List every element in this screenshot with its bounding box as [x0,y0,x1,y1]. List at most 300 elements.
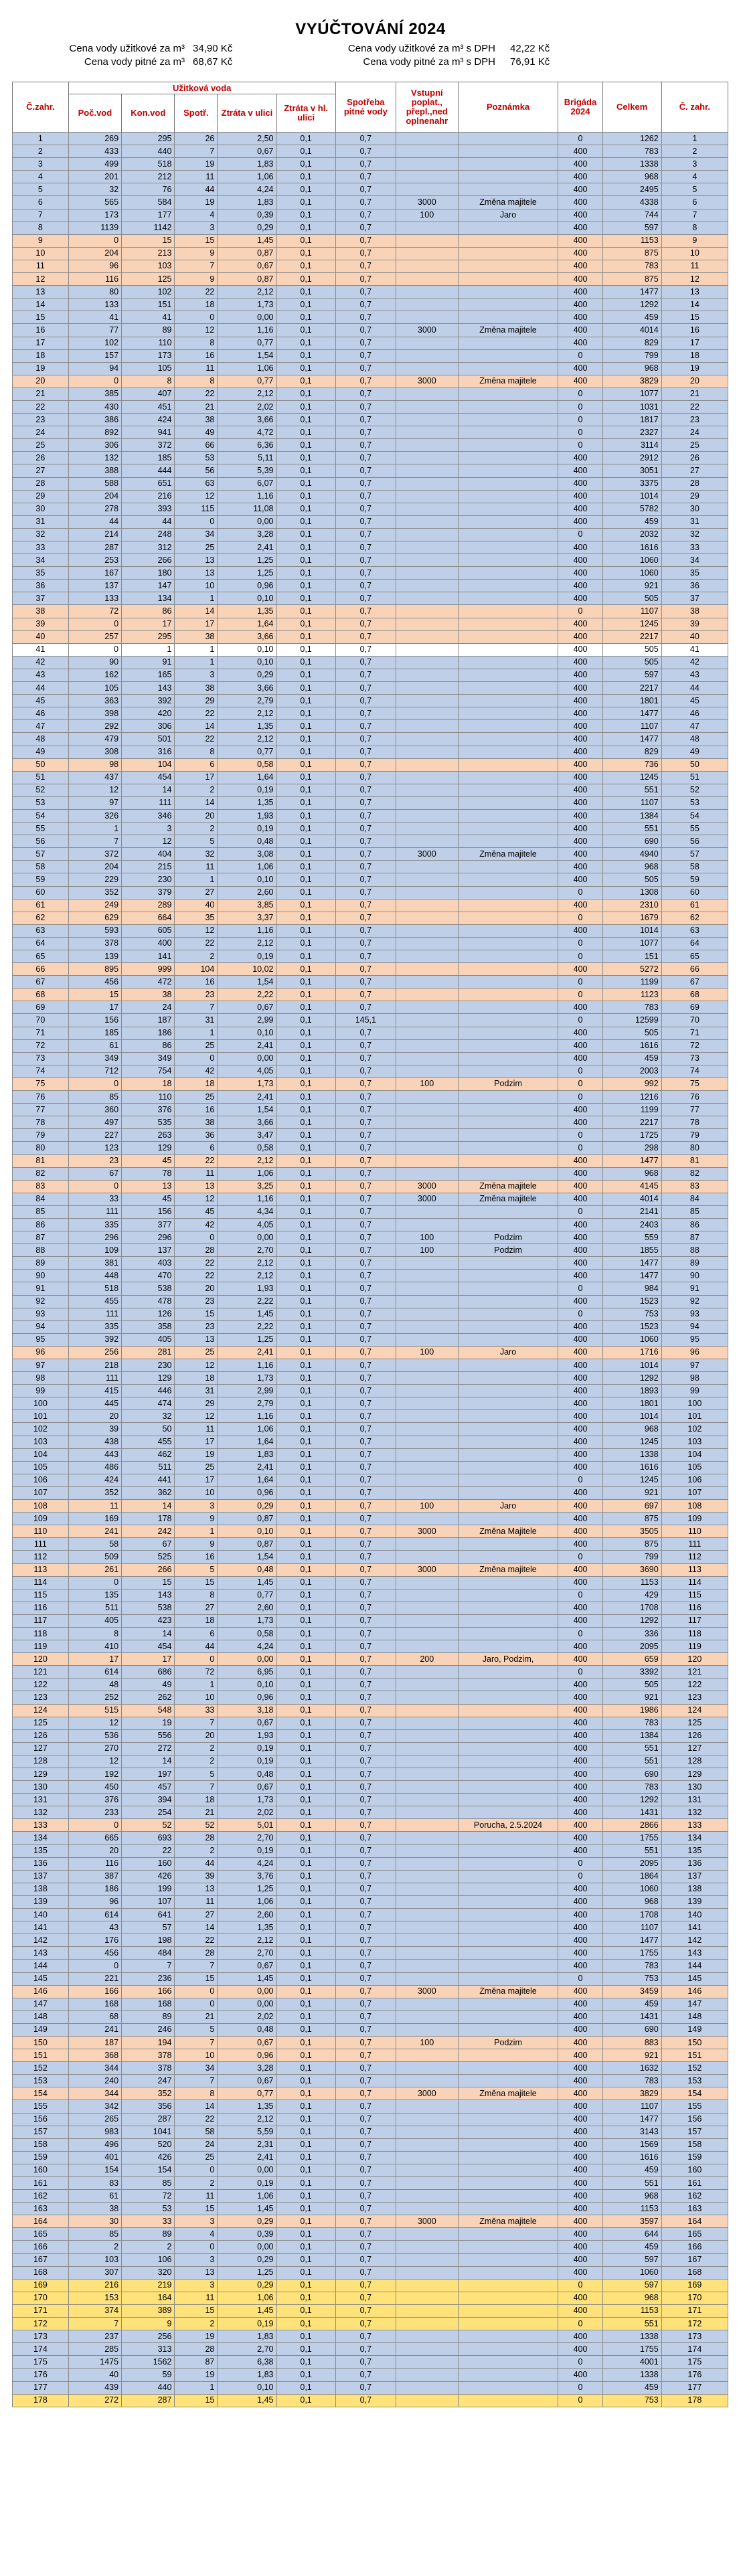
table-row [13,1193,728,1205]
cell-celkem: 1864 [602,1870,661,1883]
cell-brigada: 400 [558,1231,602,1244]
cell-ztrata-hl: 0,1 [276,1461,335,1474]
table-row [13,1602,728,1614]
cell-zahr2: 178 [661,2394,728,2407]
cell-brigada: 400 [558,1729,602,1742]
cell-kon: 194 [122,2036,175,2049]
cell-pitna: 0,7 [335,1947,396,1960]
cell-spotr: 42 [175,1218,218,1231]
cell-zahr2: 40 [661,630,728,643]
cell-poc: 456 [68,976,121,989]
cell-zahr2: 55 [661,823,728,835]
cell-zahr2: 33 [661,541,728,554]
cell-celkem: 1262 [602,133,661,145]
cell-ztrata-hl: 0,1 [276,1666,335,1679]
cell-brigada: 400 [558,1218,602,1231]
cell-zahr: 65 [13,950,69,963]
cell-zahr2: 133 [661,1819,728,1832]
cell-spotr: 20 [175,809,218,822]
cell-brigada: 400 [558,1806,602,1819]
cell-celkem: 659 [602,1653,661,1666]
cell-poc: 593 [68,924,121,937]
cell-zahr2: 159 [661,2151,728,2164]
table-row [13,733,728,746]
cell-pitna: 0,7 [335,886,396,899]
cell-kon: 272 [122,1742,175,1755]
cell-kon: 686 [122,1666,175,1679]
cell-ztrata-ulici: 0,67 [218,1781,276,1794]
cell-vstupni [396,796,459,809]
table-row [13,2075,728,2087]
cell-vstupni [396,1513,459,1525]
col-header-pitna: Spotřeba pitné vody [335,82,396,133]
cell-kon: 1041 [122,2126,175,2138]
cell-brigada: 0 [558,1589,602,1602]
cell-zahr: 7 [13,209,69,222]
cell-brigada: 400 [558,2177,602,2190]
cell-pitna: 0,7 [335,452,396,464]
cell-brigada: 400 [558,2036,602,2049]
cell-kon: 14 [122,1627,175,1640]
cell-celkem: 875 [602,1538,661,1551]
cell-kon: 352 [122,2087,175,2100]
cell-zahr: 47 [13,720,69,733]
cell-celkem: 1060 [602,554,661,567]
cell-pitna: 0,7 [335,1078,396,1090]
cell-ztrata-hl: 0,1 [276,924,335,937]
table-row [13,541,728,554]
cell-ztrata-hl: 0,1 [276,605,335,618]
cell-poznamka [458,439,558,452]
cell-spotr: 19 [175,2330,218,2343]
cell-pitna: 0,7 [335,1679,396,1691]
cell-ztrata-ulici: 1,16 [218,1359,276,1372]
cell-ztrata-ulici: 3,66 [218,682,276,695]
cell-poc: 23 [68,1154,121,1167]
cell-ztrata-hl: 0,1 [276,1078,335,1090]
cell-ztrata-hl: 0,1 [276,2100,335,2113]
cell-vstupni [396,183,459,196]
cell-poznamka [458,2356,558,2369]
cell-poznamka [458,707,558,720]
cell-poc: 372 [68,848,121,861]
cell-zahr2: 152 [661,2062,728,2075]
cell-ztrata-ulici: 1,06 [218,1895,276,1908]
cell-pitna: 0,7 [335,707,396,720]
cell-ztrata-ulici: 1,54 [218,349,276,362]
cell-ztrata-hl: 0,1 [276,234,335,247]
cell-zahr2: 163 [661,2203,728,2215]
cell-poc: 111 [68,1205,121,1218]
cell-poc: 349 [68,1052,121,1065]
cell-ztrata-hl: 0,1 [276,1563,335,1576]
cell-pitna: 0,7 [335,899,396,912]
cell-poc: 536 [68,1729,121,1742]
cell-spotr: 8 [175,375,218,388]
cell-celkem: 1292 [602,1372,661,1385]
cell-spotr: 44 [175,183,218,196]
cell-poznamka [458,950,558,963]
cell-kon: 197 [122,1768,175,1781]
cell-vstupni [396,1282,459,1295]
cell-celkem: 1616 [602,1461,661,1474]
cell-ztrata-hl: 0,1 [276,452,335,464]
cell-spotr: 10 [175,1691,218,1704]
cell-zahr: 14 [13,298,69,311]
cell-vstupni [396,1091,459,1104]
cell-ztrata-hl: 0,1 [276,375,335,388]
cell-zahr2: 70 [661,1014,728,1027]
cell-vstupni [396,1576,459,1589]
cell-pitna: 0,7 [335,1154,396,1167]
cell-pitna: 0,7 [335,414,396,426]
cell-pitna: 0,7 [335,1883,396,1895]
cell-ztrata-ulici: 2,12 [218,733,276,746]
cell-brigada: 400 [558,1486,602,1499]
cell-poznamka [458,1755,558,1768]
cell-poc: 185 [68,1027,121,1039]
cell-kon: 72 [122,2190,175,2203]
cell-celkem: 2217 [602,1116,661,1129]
cell-kon: 651 [122,477,175,490]
cell-ztrata-ulici: 0,10 [218,656,276,669]
cell-celkem: 1616 [602,541,661,554]
cell-poznamka: Změna majitele [458,1193,558,1205]
cell-pitna: 0,7 [335,989,396,1001]
cell-pitna: 0,7 [335,337,396,349]
cell-celkem: 783 [602,1960,661,1972]
cell-spotr: 44 [175,1640,218,1653]
cell-pitna: 0,7 [335,247,396,260]
cell-zahr: 25 [13,439,69,452]
table-row [13,1244,728,1257]
cell-zahr: 69 [13,1001,69,1014]
col-header-poc: Poč.vod [68,94,121,133]
table-row [13,1985,728,1998]
cell-vstupni [396,1947,459,1960]
cell-ztrata-hl: 0,1 [276,1436,335,1448]
cell-pitna: 0,7 [335,2036,396,2049]
cell-kon: 403 [122,1257,175,1270]
cell-ztrata-ulici: 1,35 [218,1921,276,1934]
cell-zahr: 8 [13,222,69,234]
cell-poznamka [458,861,558,873]
cell-zahr2: 62 [661,912,728,924]
cell-zahr2: 125 [661,1717,728,1729]
cell-ztrata-ulici: 0,00 [218,2241,276,2253]
cell-vstupni [396,1410,459,1423]
cell-vstupni [396,771,459,784]
cell-poc: 214 [68,528,121,541]
cell-celkem: 2095 [602,1640,661,1653]
cell-celkem: 1801 [602,695,661,707]
cell-zahr: 29 [13,490,69,503]
cell-celkem: 505 [602,873,661,886]
cell-brigada: 400 [558,1525,602,1538]
table-row [13,2062,728,2075]
col-header-zahr: Č.zahr. [13,82,69,133]
cell-zahr2: 6 [661,196,728,209]
cell-kon: 76 [122,183,175,196]
cell-poznamka [458,682,558,695]
cell-celkem: 1725 [602,1129,661,1142]
cell-kon: 230 [122,873,175,886]
cell-celkem: 1060 [602,567,661,580]
cell-zahr2: 169 [661,2279,728,2292]
cell-kon: 22 [122,1844,175,1857]
cell-poznamka [458,2151,558,2164]
cell-poc: 98 [68,758,121,771]
cell-zahr2: 102 [661,1423,728,1436]
cell-pitna: 0,7 [335,2023,396,2036]
cell-ztrata-hl: 0,1 [276,707,335,720]
cell-pitna: 0,7 [335,1729,396,1742]
table-row [13,2190,728,2203]
cell-celkem: 1755 [602,1832,661,1844]
cell-ztrata-hl: 0,1 [276,247,335,260]
cell-celkem: 3690 [602,1563,661,1576]
cell-celkem: 3505 [602,1525,661,1538]
cell-celkem: 968 [602,362,661,375]
cell-kon: 50 [122,1423,175,1436]
cell-vstupni [396,2356,459,2369]
cell-zahr: 16 [13,324,69,337]
cell-zahr2: 148 [661,2010,728,2023]
cell-ztrata-hl: 0,1 [276,1627,335,1640]
cell-poznamka [458,1474,558,1486]
cell-zahr2: 50 [661,758,728,771]
cell-spotr: 8 [175,337,218,349]
cell-pitna: 0,7 [335,2049,396,2062]
table-row [13,1500,728,1513]
cell-kon: 78 [122,1167,175,1180]
cell-pitna: 0,7 [335,311,396,324]
cell-pitna: 0,7 [335,1308,396,1320]
cell-celkem: 875 [602,273,661,286]
cell-zahr2: 130 [661,1781,728,1794]
cell-celkem: 5782 [602,503,661,515]
cell-zahr: 10 [13,247,69,260]
cell-zahr: 104 [13,1448,69,1461]
cell-zahr: 30 [13,503,69,515]
cell-poznamka [458,1205,558,1218]
cell-ztrata-ulici: 1,73 [218,1794,276,1806]
cell-spotr: 38 [175,1116,218,1129]
cell-zahr2: 20 [661,375,728,388]
cell-ztrata-hl: 0,1 [276,1014,335,1027]
cell-zahr: 13 [13,286,69,298]
cell-kon: 3 [122,823,175,835]
cell-celkem: 1245 [602,618,661,630]
cell-ztrata-ulici: 0,48 [218,835,276,848]
cell-celkem: 1616 [602,1039,661,1052]
cell-poznamka [458,2113,558,2126]
cell-pitna: 0,7 [335,273,396,286]
cell-celkem: 298 [602,1142,661,1154]
cell-vstupni [396,260,459,272]
cell-zahr: 89 [13,1257,69,1270]
cell-celkem: 459 [602,2381,661,2394]
cell-zahr: 119 [13,1640,69,1653]
cell-poznamka [458,580,558,592]
cell-zahr: 68 [13,989,69,1001]
cell-poc: 368 [68,2049,121,2062]
cell-ztrata-hl: 0,1 [276,886,335,899]
cell-ztrata-ulici: 2,70 [218,1832,276,1844]
cell-celkem: 1060 [602,1883,661,1895]
cell-zahr2: 14 [661,298,728,311]
cell-brigada: 400 [558,1461,602,1474]
cell-celkem: 3597 [602,2215,661,2228]
cell-pitna: 0,7 [335,1397,396,1410]
cell-zahr: 37 [13,592,69,605]
cell-ztrata-ulici: 3,08 [218,848,276,861]
cell-celkem: 1569 [602,2138,661,2151]
cell-poc: 352 [68,1486,121,1499]
cell-spotr: 0 [175,2164,218,2176]
cell-poznamka [458,2177,558,2190]
cell-pitna: 0,7 [335,1794,396,1806]
cell-zahr: 96 [13,1346,69,1359]
cell-ztrata-ulici: 1,64 [218,618,276,630]
cell-spotr: 27 [175,1909,218,1921]
cell-zahr2: 139 [661,1895,728,1908]
cell-kon: 426 [122,2151,175,2164]
cell-poc: 204 [68,861,121,873]
cell-poznamka [458,1947,558,1960]
cell-ztrata-hl: 0,1 [276,1500,335,1513]
cell-poc: 269 [68,133,121,145]
cell-poc: 30 [68,2215,121,2228]
cell-celkem: 1338 [602,2369,661,2381]
cell-kon: 104 [122,758,175,771]
cell-zahr: 145 [13,1972,69,1985]
cell-ztrata-ulici: 1,45 [218,234,276,247]
cell-kon: 236 [122,1972,175,1985]
cell-zahr2: 171 [661,2304,728,2317]
cell-ztrata-hl: 0,1 [276,1691,335,1704]
cell-celkem: 1245 [602,771,661,784]
cell-vstupni [396,234,459,247]
cell-ztrata-hl: 0,1 [276,414,335,426]
cell-pitna: 0,7 [335,1653,396,1666]
cell-zahr: 174 [13,2343,69,2356]
cell-zahr2: 12 [661,273,728,286]
cell-ztrata-ulici: 0,29 [218,222,276,234]
cell-poznamka [458,2010,558,2023]
cell-brigada: 400 [558,1819,602,1832]
cell-poc: 306 [68,439,121,452]
cell-ztrata-ulici: 1,83 [218,158,276,171]
cell-poc: 385 [68,388,121,400]
cell-spotr: 12 [175,490,218,503]
cell-ztrata-ulici: 1,73 [218,1614,276,1627]
cell-poc: 123 [68,1142,121,1154]
cell-vstupni [396,1333,459,1346]
cell-brigada: 400 [558,541,602,554]
table-row [13,1755,728,1768]
table-row [13,1768,728,1781]
cell-ztrata-ulici: 2,79 [218,695,276,707]
cell-ztrata-ulici: 1,64 [218,1474,276,1486]
cell-poznamka [458,2126,558,2138]
cell-celkem: 799 [602,349,661,362]
cell-poc: 20 [68,1410,121,1423]
cell-pitna: 0,7 [335,2330,396,2343]
cell-celkem: 1077 [602,937,661,950]
cell-poznamka [458,2343,558,2356]
cell-zahr: 34 [13,554,69,567]
cell-ztrata-ulici: 0,67 [218,1717,276,1729]
cell-brigada: 400 [558,1781,602,1794]
cell-ztrata-ulici: 0,67 [218,145,276,158]
cell-ztrata-ulici: 1,45 [218,1576,276,1589]
cell-kon: 394 [122,1794,175,1806]
cell-brigada: 0 [558,937,602,950]
cell-poc: 438 [68,1436,121,1448]
cell-vstupni [396,311,459,324]
cell-vstupni [396,1755,459,1768]
cell-poc: 33 [68,1193,121,1205]
cell-ztrata-ulici: 0,00 [218,2164,276,2176]
cell-ztrata-ulici: 0,10 [218,2381,276,2394]
cell-poznamka [458,1691,558,1704]
cell-ztrata-ulici: 1,93 [218,1282,276,1295]
cell-vstupni [396,2241,459,2253]
cell-zahr: 57 [13,848,69,861]
cell-pitna: 0,7 [335,1602,396,1614]
cell-kon: 45 [122,1154,175,1167]
cell-kon: 15 [122,234,175,247]
cell-ztrata-hl: 0,1 [276,1742,335,1755]
cell-celkem: 1477 [602,707,661,720]
cell-poc: 344 [68,2087,121,2100]
cell-kon: 49 [122,1679,175,1691]
cell-vstupni: 3000 [396,1180,459,1193]
cell-poznamka [458,337,558,349]
cell-poznamka [458,630,558,643]
cell-kon: 451 [122,400,175,413]
cell-zahr: 9 [13,234,69,247]
cell-kon: 556 [122,1729,175,1742]
cell-zahr: 146 [13,1985,69,1998]
cell-poc: 97 [68,796,121,809]
cell-ztrata-ulici: 2,12 [218,1154,276,1167]
cell-pitna: 0,7 [335,682,396,695]
cell-vstupni [396,2292,459,2304]
cell-ztrata-hl: 0,1 [276,1704,335,1717]
cell-poznamka [458,618,558,630]
cell-vstupni [396,1742,459,1755]
cell-kon: 85 [122,2177,175,2190]
cell-zahr: 144 [13,1960,69,1972]
cell-poznamka [458,1257,558,1270]
cell-vstupni: 200 [396,1653,459,1666]
cell-ztrata-ulici: 5,59 [218,2126,276,2138]
cell-spotr: 15 [175,2203,218,2215]
cell-ztrata-ulici: 1,16 [218,324,276,337]
cell-celkem: 2866 [602,1819,661,1832]
table-row [13,592,728,605]
cell-ztrata-hl: 0,1 [276,1576,335,1589]
cell-zahr2: 131 [661,1794,728,1806]
cell-spotr: 16 [175,1551,218,1563]
cell-pitna: 0,7 [335,1998,396,2010]
cell-kon: 165 [122,669,175,681]
cell-vstupni [396,388,459,400]
cell-pitna: 145,1 [335,1014,396,1027]
cell-zahr: 166 [13,2241,69,2253]
